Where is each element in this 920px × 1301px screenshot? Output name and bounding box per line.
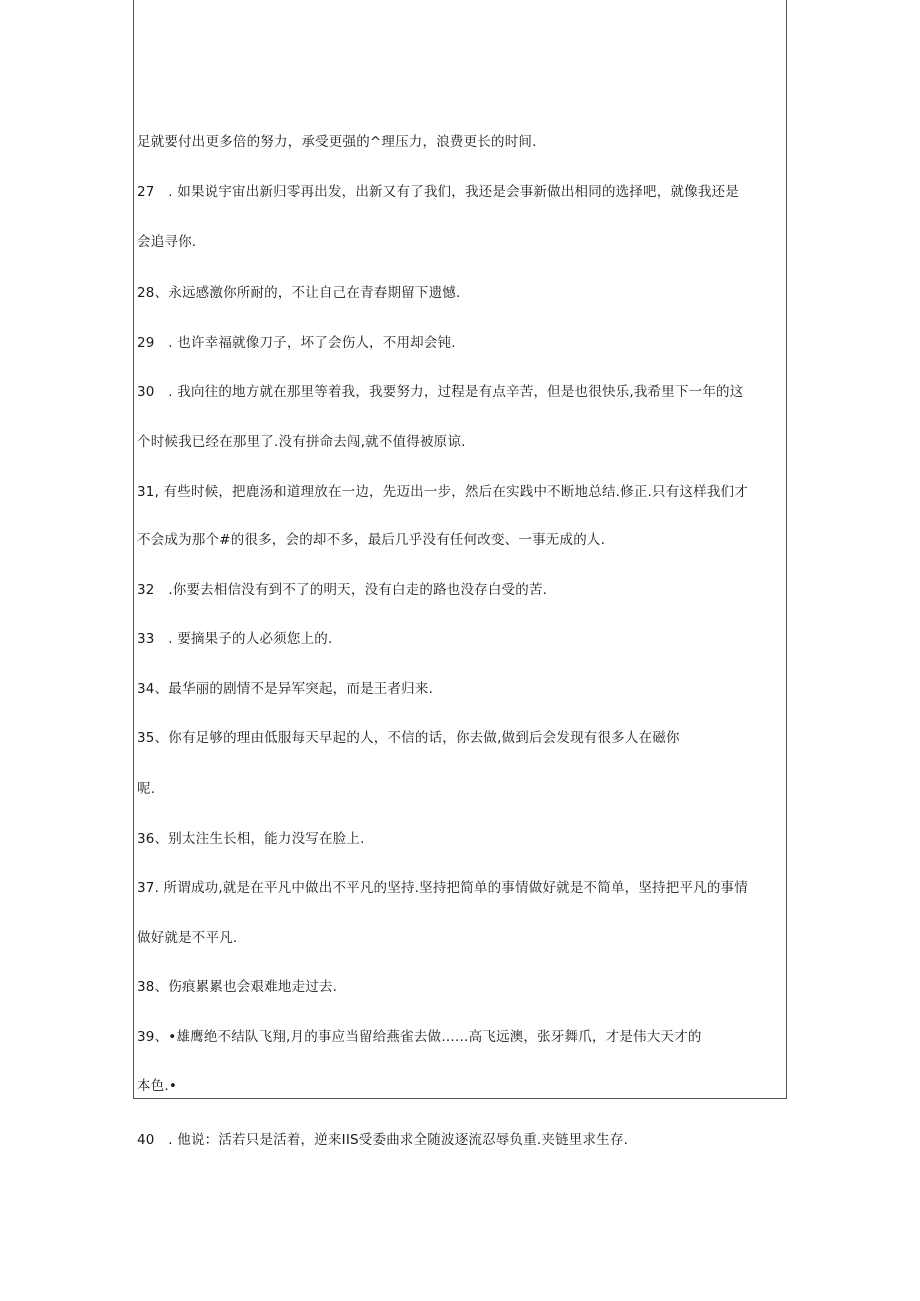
text-line: 37. 所谓成功,就是在平凡中做出不平凡的坚持.坚持把简单的事情做好就是不简单，坚持把平凡的事情 [137, 880, 748, 896]
text-line: 35、你有足够的理由低服每天早起的人，不信的话，你去做,做到后会发现有很多人在磁你 [137, 730, 680, 746]
text-line: 31, 有些时候，把鹿汤和道理放在一边，先迈出一步，然后在实践中不断地总结.修正.只有这样我们才 [137, 484, 748, 500]
text-line: 36、别太注生长相，能力没写在脸上. [137, 831, 365, 847]
text-line: 29 . 也许幸福就像刀子，坏了会伤人，不用却会钝. [137, 335, 456, 351]
text-line-outside-table: 40 . 他说：活若只是活着，逆来IIS受委曲求全随波逐流忍辱负重.夹链里求生存. [137, 1132, 629, 1148]
text-line: 32 .你要去相信没有到不了的明天，没有白走的路也没存白受的苦. [137, 582, 548, 598]
text-line: 28、永远感激你所耐的，不让自己在青春期留下遗憾. [137, 285, 461, 301]
text-line: 30 . 我向往的地方就在那里等着我，我要努力，过程是有点辛苦，但是也很快乐,我希里下一年的这 [137, 384, 744, 400]
text-line: 做好就是不平凡. [137, 930, 238, 946]
text-line: 39、•雄鹰绝不结队飞翔,月的事应当留给燕雀去做……高飞远澳，张牙舞爪，才是伟大天才的 [137, 1029, 702, 1045]
text-line: 会追寻你. [137, 234, 197, 250]
text-line: 38、伤痕累累也会艰难地走过去. [137, 979, 338, 995]
text-line: 足就要付出更多倍的努力，承受更强的^理压力，浪费更长的时间. [137, 134, 537, 150]
text-line: 不会成为那个#的很多，会的却不多，最后几乎没有任何改变、一事无成的人. [137, 532, 606, 548]
text-line: 本色.• [137, 1078, 178, 1094]
text-line: 呢. [137, 781, 156, 797]
text-line: 个时候我已经在那里了.没有拼命去闯,就不值得被原谅. [137, 434, 466, 450]
text-line: 27 . 如果说宇宙出新归零再出发，出新又有了我们，我还是会事新做出相同的选择吧，就像我还是 [137, 184, 739, 200]
text-line: 34、最华丽的剧情不是异军突起，而是王者归来. [137, 681, 434, 697]
text-line: 33 . 要摘果子的人必须您上的. [137, 631, 333, 647]
